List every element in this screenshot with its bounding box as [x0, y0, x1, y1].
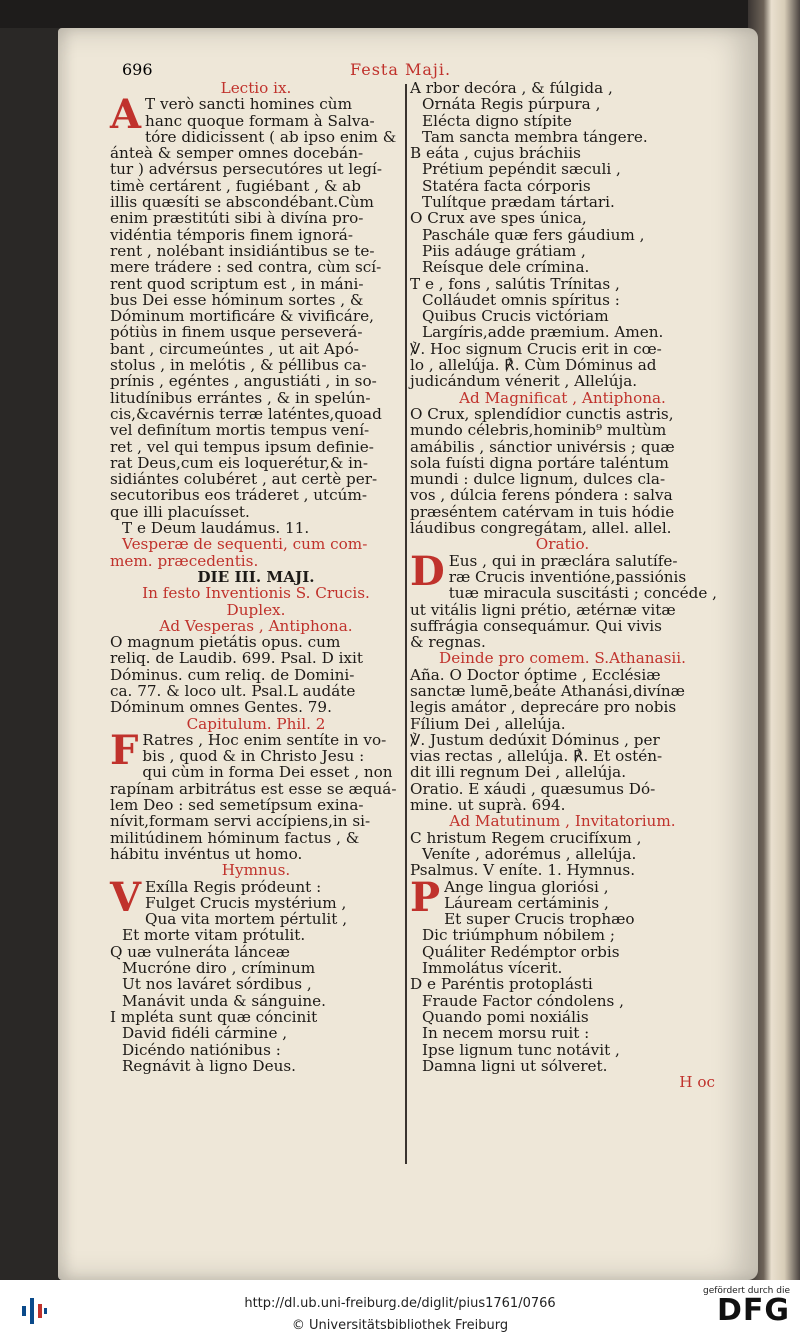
- line-text: Piis adáuge grátiam ,: [422, 241, 586, 260]
- text-line: [110, 797, 402, 813]
- text-line: [110, 569, 402, 585]
- drop-capital: V: [110, 873, 142, 921]
- line-text: pótiùs in finem usque perseverá-: [110, 323, 363, 342]
- text-line: [410, 585, 715, 601]
- line-text: David fidéli cármine ,: [122, 1024, 288, 1043]
- line-text: Hymnus.: [221, 861, 291, 880]
- drop-capital: D: [410, 547, 445, 595]
- line-text: judicándum vénerit , Allelúja.: [410, 372, 638, 391]
- text-line: [410, 536, 715, 552]
- text-line: [110, 895, 402, 911]
- line-text: vel definítum mortis tempus vení-: [110, 421, 370, 440]
- line-text: rent , nolébant insidiántibus se te-: [110, 241, 375, 260]
- line-text: Regnávit à ligno Deus.: [122, 1056, 296, 1075]
- text-line: [410, 846, 715, 862]
- text-line: [110, 1058, 402, 1074]
- text-line: [110, 487, 402, 503]
- text-line: [410, 455, 715, 471]
- text-line: [410, 1058, 715, 1074]
- text-line: [110, 1009, 402, 1025]
- text-line: [110, 960, 402, 976]
- text-line: [410, 650, 715, 666]
- dfg-wordmark: DFG: [716, 1293, 790, 1328]
- source-url[interactable]: http://dl.ub.uni-freiburg.de/diglit/pius1761/0766: [244, 1296, 556, 1311]
- line-text: rapínam arbitrátus est esse se æquá-: [110, 779, 397, 798]
- line-text: suffrágia consequámur. Qui vivis: [410, 616, 662, 635]
- line-text: Aña. O Doctor óptime , Ecclésiæ: [410, 665, 661, 684]
- line-text: Vesperæ de sequenti, cum com-: [122, 535, 368, 554]
- text-line: [410, 618, 715, 634]
- text-line: [110, 471, 402, 487]
- text-line: [410, 1074, 715, 1090]
- text-line: [110, 862, 402, 878]
- text-line: [410, 439, 715, 455]
- text-line: [410, 911, 715, 927]
- viewer-footer: [0, 1280, 800, 1341]
- line-text: Dicéndo natiónibus :: [122, 1040, 281, 1059]
- text-line: [410, 227, 715, 243]
- text-line: [110, 716, 402, 732]
- line-text: Láuream certáminis ,: [444, 893, 609, 912]
- text-line: [110, 227, 402, 243]
- text-line: [410, 553, 715, 569]
- text-line: [410, 1025, 715, 1041]
- text-line: [410, 357, 715, 373]
- line-text: tuæ miracula suscitásti ; concéde ,: [448, 584, 717, 603]
- line-text: Tulítque prædam tártari.: [422, 193, 615, 212]
- text-line: [110, 944, 402, 960]
- line-text: Quando pomi noxiális: [422, 1007, 589, 1026]
- text-line: [410, 210, 715, 226]
- text-line: [110, 422, 402, 438]
- text-line: [110, 292, 402, 308]
- line-text: Fílium Dei , allelúja.: [410, 714, 566, 733]
- line-text: A rbor decóra , & fúlgida ,: [410, 79, 613, 97]
- line-text: Lectio ix.: [220, 79, 292, 97]
- line-text: Mucróne diro , críminum: [122, 959, 316, 978]
- text-line: [410, 194, 715, 210]
- text-line: [110, 585, 402, 601]
- line-text: præséntem catérvam in tuis hódie: [410, 502, 675, 521]
- line-text: Paschále quæ fers gáudium ,: [422, 225, 645, 244]
- text-line: [110, 846, 402, 862]
- line-text: rat Deus,cum eis loquerétur,& in-: [110, 453, 368, 472]
- text-line: [110, 113, 402, 129]
- text-line: [410, 471, 715, 487]
- text-line: [410, 879, 715, 895]
- text-line: [110, 993, 402, 1009]
- text-line: [410, 862, 715, 878]
- text-line: [410, 960, 715, 976]
- text-line: [410, 292, 715, 308]
- line-text: Prétium pepéndit sæculi ,: [422, 160, 621, 179]
- text-line: [110, 520, 402, 536]
- line-text: Statéra facta córporis: [422, 176, 591, 195]
- line-text: Eus , qui in præclára salutífe-: [448, 551, 678, 570]
- line-text: enim præstitúti sibi à divína pro-: [110, 209, 364, 228]
- text-line: [410, 96, 715, 112]
- text-line: [110, 667, 402, 683]
- running-title: Festa Maji.: [350, 60, 452, 79]
- line-text: sola fuísti digna portáre taléntum: [410, 453, 669, 472]
- line-text: mine. ut suprà. 694.: [410, 796, 566, 815]
- text-line: [110, 373, 402, 389]
- text-line: [410, 80, 715, 96]
- line-text: Quibus Crucis victóriam: [422, 307, 609, 326]
- line-text: Immolátus vícerit.: [422, 959, 563, 978]
- line-text: Elécta digno stípite: [422, 111, 572, 130]
- line-text: mundi : dulce lignum, dulces cla-: [410, 470, 666, 489]
- line-text: H oc: [679, 1073, 715, 1092]
- text-line: [410, 667, 715, 683]
- line-text: O Crux ave spes única,: [410, 209, 587, 228]
- text-line: [410, 520, 715, 536]
- line-text: prínis , egéntes , angustiáti , in so-: [110, 372, 377, 391]
- text-line: [110, 194, 402, 210]
- text-line: [410, 993, 715, 1009]
- line-text: hanc quoque formam à Salva-: [145, 111, 375, 130]
- text-line: [110, 911, 402, 927]
- line-text: ræ Crucis inventióne,passiónis: [448, 567, 687, 586]
- line-text: mem. præcedentis.: [110, 551, 259, 570]
- text-line: [110, 145, 402, 161]
- line-text: dit illi regnum Dei , allelúja.: [410, 763, 627, 782]
- text-line: [110, 357, 402, 373]
- line-text: vos , dúlcia ferens póndera : salva: [410, 486, 673, 505]
- text-line: [410, 1042, 715, 1058]
- text-line: [110, 178, 402, 194]
- line-text: secutoribus eos tráderet , utcúm-: [110, 486, 367, 505]
- line-text: Ornáta Regis púrpura ,: [422, 95, 601, 114]
- line-text: bus Dei esse hóminum sortes , &: [110, 290, 364, 309]
- text-line: [410, 145, 715, 161]
- line-text: Capitulum. Phil. 2: [186, 714, 326, 733]
- line-text: militúdinem hóminum factus , &: [110, 828, 360, 847]
- text-line: [410, 113, 715, 129]
- text-line: [110, 129, 402, 145]
- text-line: [110, 259, 402, 275]
- text-line: [110, 276, 402, 292]
- line-text: O magnum pietátis opus. cum: [110, 633, 341, 652]
- text-line: [110, 830, 402, 846]
- line-text: qui cùm in forma Dei esset , non: [142, 763, 393, 782]
- line-text: stolus , in melótis , & péllibus ca-: [110, 356, 367, 375]
- line-text: lo , allelúja. ℟. Cùm Dóminus ad: [410, 356, 657, 375]
- text-line: [410, 259, 715, 275]
- right-column: [410, 80, 715, 1090]
- text-line: [410, 927, 715, 943]
- line-text: Ad Magnificat , Antiphona.: [459, 388, 666, 407]
- left-column: [110, 80, 402, 1074]
- line-text: Q uæ vulneráta lánceæ: [110, 942, 290, 961]
- line-text: que illi placuísset.: [110, 502, 250, 521]
- text-line: [410, 699, 715, 715]
- line-text: ánteà & semper omnes docebán-: [110, 144, 364, 163]
- line-text: Oratio.: [535, 535, 590, 554]
- line-text: D e Paréntis protoplásti: [410, 975, 593, 994]
- line-text: mundo célebris,hominib⁹ multùm: [410, 421, 667, 440]
- line-text: ret , vel qui tempus ipsum definie-: [110, 437, 374, 456]
- text-line: [410, 1009, 715, 1025]
- line-text: ℣. Justum dedúxit Dóminus , per: [410, 730, 660, 749]
- line-text: Dic triúmphum nóbilem ;: [422, 926, 615, 945]
- line-text: Fraude Factor cóndolens ,: [422, 991, 624, 1010]
- line-text: rent quod scriptum est , in máni-: [110, 274, 364, 293]
- line-text: ℣. Hoc signum Crucis erit in cœ-: [410, 339, 662, 358]
- line-text: T verò sancti homines cùm: [145, 95, 352, 114]
- text-line: [110, 390, 402, 406]
- text-line: [410, 732, 715, 748]
- text-line: [110, 80, 402, 96]
- line-text: bant , circumeúntes , ut ait Apó-: [110, 339, 359, 358]
- column-divider: [405, 84, 407, 1164]
- text-line: [410, 781, 715, 797]
- line-text: legis amátor , deprecáre pro nobis: [410, 698, 677, 717]
- text-line: [110, 161, 402, 177]
- line-text: láudibus congregátam, allel. allel.: [410, 519, 672, 538]
- text-line: [110, 243, 402, 259]
- text-line: [110, 879, 402, 895]
- text-line: [110, 439, 402, 455]
- text-line: [410, 830, 715, 846]
- text-line: [110, 210, 402, 226]
- line-text: illis quæsíti se abscondébant.Cùm: [110, 193, 374, 212]
- text-line: [410, 324, 715, 340]
- line-text: vias rectas , allelúja. ℟. Et ostén-: [410, 747, 663, 766]
- text-line: [410, 976, 715, 992]
- line-text: & regnas.: [410, 633, 486, 652]
- line-text: Et morte vitam prótulit.: [122, 926, 306, 945]
- line-text: Qua vita mortem pértulit ,: [145, 910, 348, 929]
- text-line: [110, 504, 402, 520]
- drop-capital: P: [410, 873, 441, 921]
- text-line: [410, 406, 715, 422]
- line-text: O Crux, splendídior cunctis astris,: [410, 404, 674, 423]
- text-line: [410, 895, 715, 911]
- text-line: [110, 96, 402, 112]
- line-text: Fulget Crucis mystérium ,: [145, 893, 347, 912]
- text-line: [410, 308, 715, 324]
- line-text: B eáta , cujus bráchiis: [410, 144, 581, 163]
- line-text: Exílla Regis pródeunt :: [145, 877, 322, 896]
- line-text: Et super Crucis trophæo: [444, 910, 635, 929]
- line-text: Ipse lignum tunc notávit ,: [422, 1040, 620, 1059]
- text-line: [110, 976, 402, 992]
- text-line: [410, 487, 715, 503]
- text-line: [110, 650, 402, 666]
- text-line: [410, 504, 715, 520]
- line-text: C hristum Regem crucifíxum ,: [410, 828, 642, 847]
- line-text: Damna ligni ut sólveret.: [422, 1056, 608, 1075]
- line-text: mere trádere : sed contra, cùm scí-: [110, 258, 382, 277]
- line-text: Dóminus. cum reliq. de Domini-: [110, 665, 355, 684]
- line-text: hábitu invéntus ut homo.: [110, 844, 303, 863]
- line-text: ca. 77. & loco ult. Psal.L audáte: [110, 681, 356, 700]
- line-text: Veníte , adorémus , allelúja.: [422, 844, 637, 863]
- line-text: Colláudet omnis spíritus :: [422, 290, 620, 309]
- copyright-notice: © Universitätsbibliothek Freiburg: [291, 1318, 509, 1333]
- line-text: In necem morsu ruit :: [422, 1024, 590, 1043]
- line-text: Ange lingua gloriósi ,: [444, 877, 609, 896]
- text-line: [410, 748, 715, 764]
- line-text: litudínibus errántes , & in spelún-: [110, 388, 371, 407]
- text-line: [110, 455, 402, 471]
- line-text: Psalmus. V eníte. 1. Hymnus.: [410, 861, 636, 880]
- text-line: [110, 341, 402, 357]
- text-line: [110, 813, 402, 829]
- line-text: nívit,formam servi accípiens,in si-: [110, 812, 371, 831]
- text-line: [110, 748, 402, 764]
- line-text: Deinde pro comem. S.Athanasii.: [439, 649, 686, 668]
- text-line: [410, 716, 715, 732]
- line-text: DIE III. MAJI.: [197, 567, 315, 586]
- line-text: Manávit unda & sánguine.: [122, 991, 326, 1010]
- drop-capital: A: [110, 91, 142, 139]
- line-text: T e Deum laudámus. 11.: [122, 519, 310, 538]
- text-line: [110, 927, 402, 943]
- text-line: [110, 618, 402, 634]
- line-text: Ratres , Hoc enim sentíte in vo-: [142, 730, 387, 749]
- text-line: [110, 1025, 402, 1041]
- text-line: [410, 161, 715, 177]
- line-text: ut vitális ligni prétio, ætérnæ vitæ: [410, 600, 676, 619]
- line-text: amábilis , sánctior univérsis ; quæ: [410, 437, 675, 456]
- text-line: [410, 569, 715, 585]
- line-text: T e , fons , salútis Trínitas ,: [410, 274, 620, 293]
- text-line: [410, 813, 715, 829]
- line-text: tóre didicissent ( ab ipso enim &: [145, 127, 397, 146]
- line-text: timè certárent , fugiébant , & ab: [110, 176, 361, 195]
- line-text: Dóminum omnes Gentes. 79.: [110, 698, 332, 717]
- line-text: I mpléta sunt quæ cóncinit: [110, 1007, 318, 1026]
- text-line: [110, 634, 402, 650]
- text-line: [110, 764, 402, 780]
- text-line: [110, 406, 402, 422]
- text-line: [410, 422, 715, 438]
- text-line: [110, 732, 402, 748]
- text-line: [410, 178, 715, 194]
- line-text: Ut nos laváret sórdibus ,: [122, 975, 312, 994]
- line-text: vidéntia témporis finem ignorá-: [110, 225, 353, 244]
- text-line: [110, 602, 402, 618]
- line-text: Ad Matutinum , Invitatorium.: [449, 812, 676, 831]
- text-line: [410, 797, 715, 813]
- line-text: sidiántes colubéret , aut certè per-: [110, 470, 378, 489]
- page-number: 696: [122, 60, 153, 79]
- text-line: [410, 602, 715, 618]
- scan-top-border: [0, 0, 800, 28]
- line-text: reliq. de Laudib. 699. Psal. D ixit: [110, 649, 363, 668]
- text-line: [410, 390, 715, 406]
- text-line: [410, 129, 715, 145]
- text-line: [110, 1042, 402, 1058]
- line-text: Ad Vesperas , Antiphona.: [159, 616, 353, 635]
- line-text: bis , quod & in Christo Jesu :: [142, 747, 365, 766]
- line-text: Quáliter Redémptor orbis: [422, 942, 620, 961]
- line-text: sanctæ lumē,beáte Athanási,divínæ: [410, 681, 685, 700]
- dfg-logo: [703, 1286, 790, 1326]
- line-text: In festo Inventionis S. Crucis.: [142, 584, 370, 603]
- text-line: [110, 781, 402, 797]
- text-line: [110, 553, 402, 569]
- text-line: [410, 764, 715, 780]
- line-text: Reísque dele crímina.: [422, 258, 590, 277]
- line-text: cis,&cavérnis terræ laténtes,quoad: [110, 404, 382, 423]
- line-text: Tam sancta membra tángere.: [422, 127, 648, 146]
- line-text: lem Deo : sed semetípsum exina-: [110, 796, 364, 815]
- text-line: [110, 699, 402, 715]
- dfg-caption: gefördert durch die: [703, 1286, 790, 1296]
- line-text: Duplex.: [226, 600, 286, 619]
- text-line: [410, 276, 715, 292]
- text-line: [410, 683, 715, 699]
- line-text: Oratio. E xáudi , quæsumus Dó-: [410, 779, 656, 798]
- line-text: Dóminum mortificáre & vivificáre,: [110, 307, 374, 326]
- text-line: [410, 944, 715, 960]
- text-line: [110, 683, 402, 699]
- text-line: [410, 373, 715, 389]
- text-line: [410, 341, 715, 357]
- line-text: tur ) advérsus persecutóres ut legí-: [110, 160, 382, 179]
- text-line: [110, 536, 402, 552]
- text-line: [110, 324, 402, 340]
- line-text: Largíris,adde præmium. Amen.: [422, 323, 664, 342]
- drop-capital: F: [110, 726, 139, 774]
- text-line: [410, 634, 715, 650]
- text-line: [410, 243, 715, 259]
- text-line: [110, 308, 402, 324]
